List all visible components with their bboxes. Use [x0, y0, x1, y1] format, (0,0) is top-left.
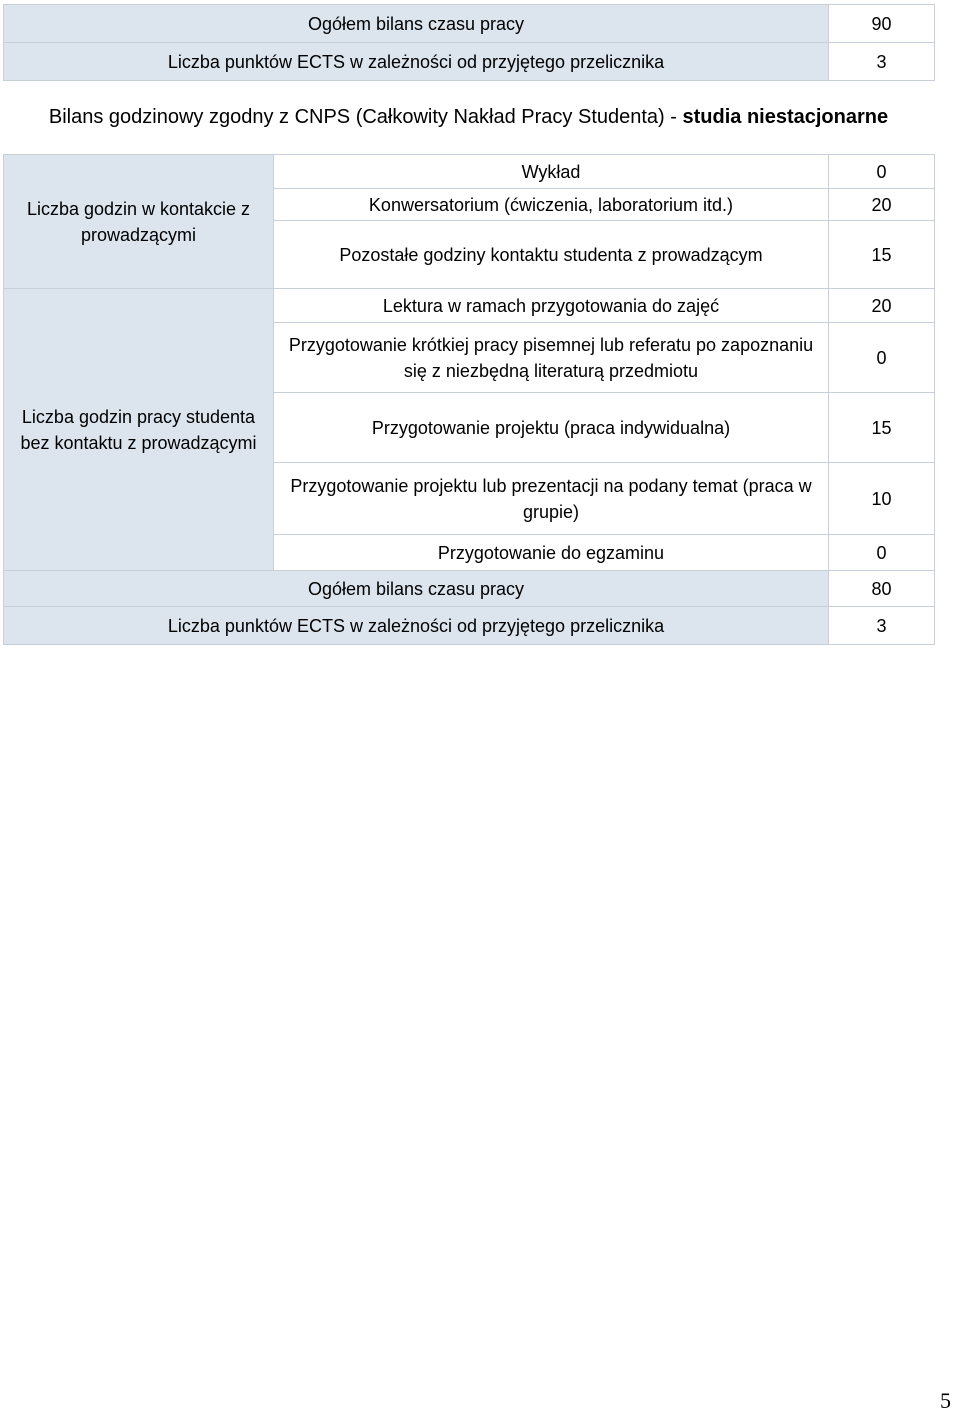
ects-points-label: Liczba punktów ECTS w zależności od przyjętego przelicznika [4, 43, 829, 81]
essay-value: 0 [829, 323, 935, 393]
other-contact-label: Pozostałe godziny kontaktu studenta z prowadzącym [274, 221, 829, 289]
essay-label: Przygotowanie krótkiej pracy pisemnej lub referatu po zapoznaniu się z niezbędną literaturą przedmiotu [274, 323, 829, 393]
seminar-label: Konwersatorium (ćwiczenia, laboratorium itd.) [274, 189, 829, 221]
reading-value: 20 [829, 289, 935, 323]
top-summary-table [3, 4, 935, 81]
page-number: 5 [940, 1388, 951, 1413]
seminar-value: 20 [829, 189, 935, 221]
total-hours-value: 90 [829, 5, 935, 43]
section-heading-emphasis: studia niestacjonarne [682, 106, 889, 128]
total-hours-label: Ogółem bilans czasu pracy [4, 5, 829, 43]
section-heading-prefix: Bilans godzinowy zgodny z CNPS (Całkowity Nakład Pracy Studenta) - [48, 106, 683, 128]
individual-project-value: 15 [829, 393, 935, 463]
self-study-group-label: Liczba godzin pracy studenta bez kontaktu z prowadzącymi [4, 289, 274, 571]
group-project-label: Przygotowanie projektu lub prezentacji na podany temat (praca w grupie) [274, 463, 829, 535]
contact-hours-group-label: Liczba godzin w kontakcie z prowadzącymi [4, 155, 274, 289]
lecture-label: Wykład [274, 155, 829, 189]
table-row [4, 607, 935, 645]
exam-prep-label: Przygotowanie do egzaminu [274, 535, 829, 571]
individual-project-label: Przygotowanie projektu (praca indywidualna) [274, 393, 829, 463]
section-heading [3, 103, 934, 131]
table-row [4, 155, 935, 189]
total-hours-value: 80 [829, 571, 935, 607]
ects-points-value: 3 [829, 607, 935, 645]
table-row [4, 43, 935, 81]
table-row [4, 289, 935, 323]
reading-label: Lektura w ramach przygotowania do zajęć [274, 289, 829, 323]
group-project-value: 10 [829, 463, 935, 535]
total-hours-label: Ogółem bilans czasu pracy [4, 571, 829, 607]
exam-prep-value: 0 [829, 535, 935, 571]
table-row [4, 5, 935, 43]
lecture-value: 0 [829, 155, 935, 189]
other-contact-value: 15 [829, 221, 935, 289]
workload-table [3, 154, 935, 645]
ects-points-value: 3 [829, 43, 935, 81]
table-row [4, 571, 935, 607]
ects-points-label: Liczba punktów ECTS w zależności od przyjętego przelicznika [4, 607, 829, 645]
